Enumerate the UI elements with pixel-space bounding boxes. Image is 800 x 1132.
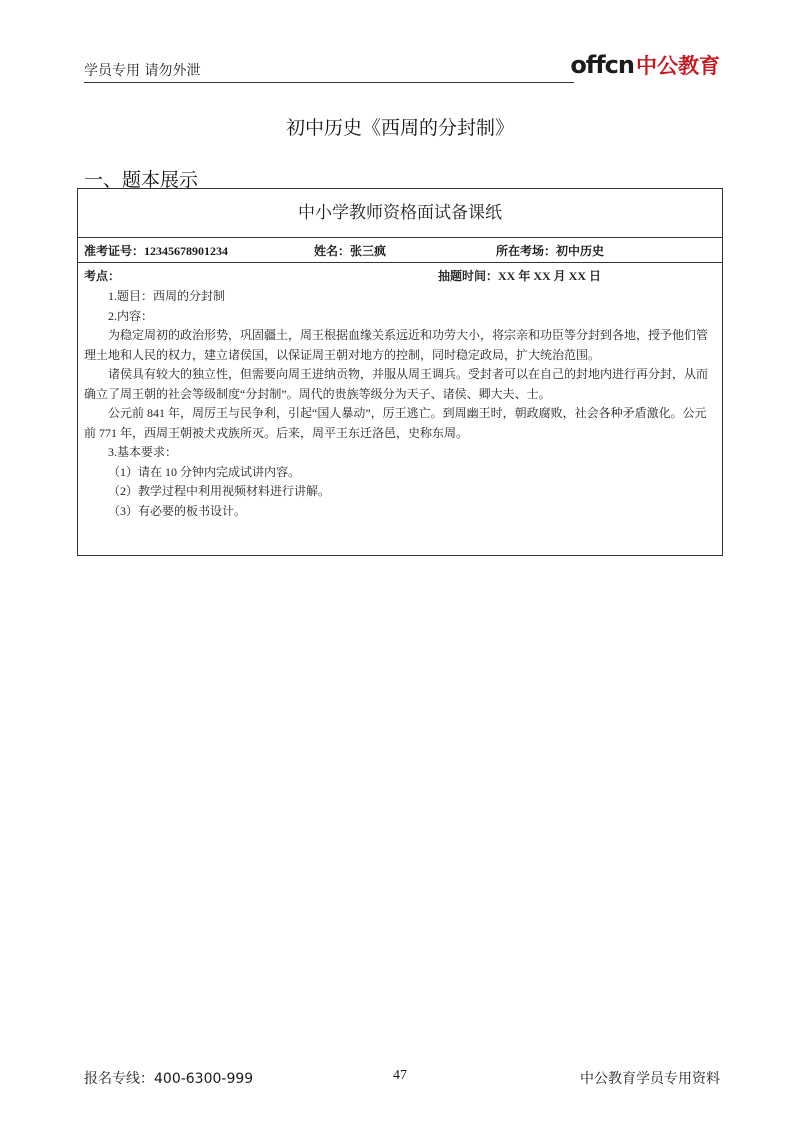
lesson-prep-card xyxy=(77,188,723,556)
exam-number: 准考证号：12345678901234 xyxy=(84,244,229,258)
content-paragraph: 公元前 841 年，周厉王与民争利，引起“国人暴动”，厉王逃亡。到周幽王时，朝政腐败，社会各种矛盾激化。公元前 771 年，西周王朝被犬戎族所灭。后来，周平王东迁洛邑，史称东周。 xyxy=(84,406,707,440)
requirement-item: （2）教学过程中利用视频材料进行讲解。 xyxy=(108,484,331,498)
footer-hotline: 报名专线：400-6300-999 xyxy=(84,1071,254,1087)
header-notice: 学员专用 请勿外泄 xyxy=(84,60,574,83)
candidate-info-row xyxy=(78,237,722,263)
page-title: 初中历史《西周的分封制》 xyxy=(285,117,514,139)
footer-source: 中公教育学员专用资料 xyxy=(580,1071,720,1087)
logo-latin-text: offcn xyxy=(570,51,634,79)
topic-line: 1.题目：西周的分封制 xyxy=(108,289,226,303)
content-paragraph: 为稳定周初的政治形势，巩固疆土，周王根据血缘关系远近和功劳大小，将宗亲和功臣等分封到各地，授予他们管理土地和人民的权力，建立诸侯国，以保证周王朝对地方的控制，同时稳定政局，扩大统治范围。 xyxy=(84,328,709,362)
draw-time: 抽题时间：XX 年 XX 月 XX 日 xyxy=(438,269,601,283)
page-number: 47 xyxy=(393,1068,407,1083)
points-row xyxy=(84,267,716,287)
card-title: 中小学教师资格面试备课纸 xyxy=(298,203,502,223)
exam-venue: 所在考场：初中历史 xyxy=(496,244,605,258)
content-label: 2.内容： xyxy=(108,308,154,323)
requirement-item: （1）请在 10 分钟内完成试讲内容。 xyxy=(108,464,301,479)
requirement-item: （3）有必要的板书设计。 xyxy=(108,503,247,518)
content-paragraph: 诸侯具有较大的独立性，但需要向周王进纳贡物，并服从周王调兵。受封者可以在自己的封地内进行再分封，从而确立了周王朝的社会等级制度“分封制”。周代的贵族等级分为天子、诸侯、卿大夫、士。 xyxy=(84,367,709,401)
candidate-name: 姓名：张三疯 xyxy=(314,244,387,258)
logo-cn-text: 中公教育 xyxy=(636,54,720,78)
offcn-logo xyxy=(570,50,720,80)
points-label: 考点： xyxy=(84,269,121,283)
question-body xyxy=(78,263,722,521)
requirements-label: 3.基本要求： xyxy=(108,445,178,459)
section-heading: 一、题本展示 xyxy=(84,169,199,191)
